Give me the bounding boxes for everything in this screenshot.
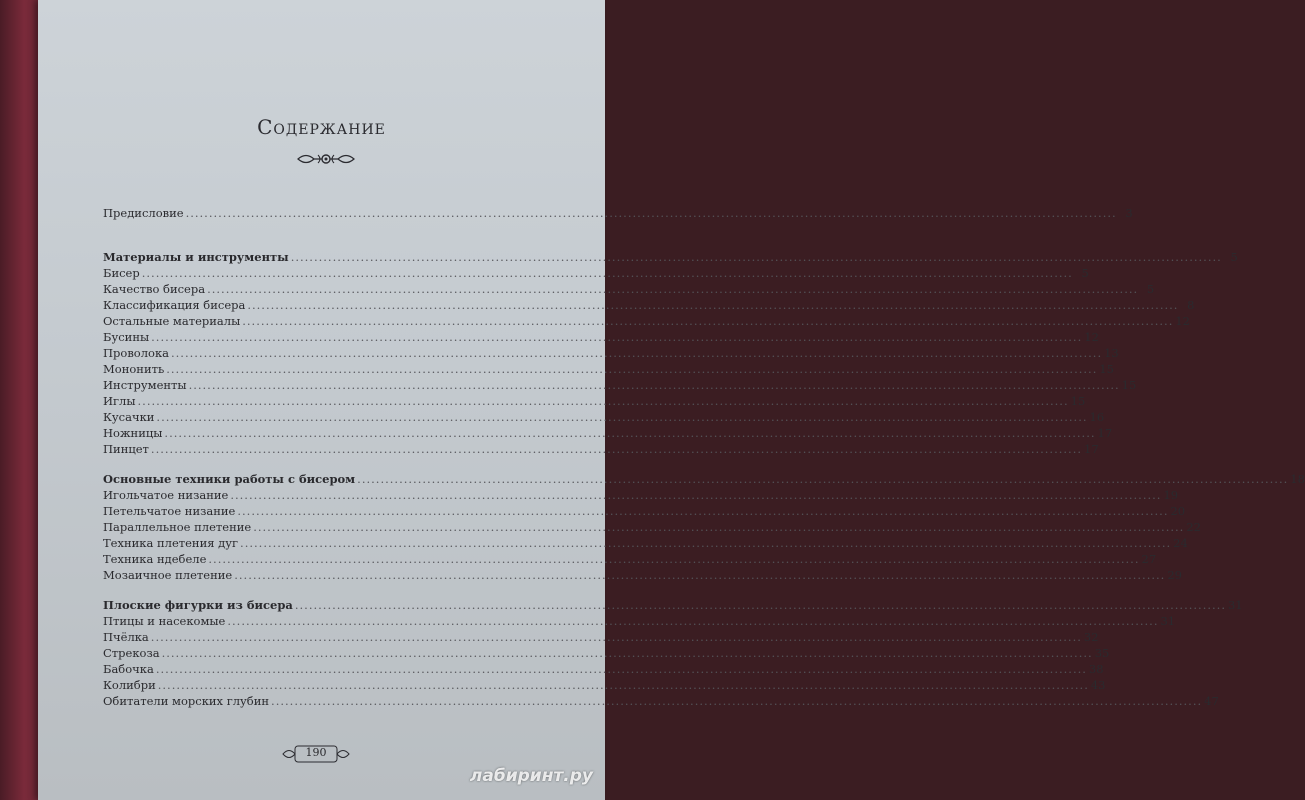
toc-entry-page: 15: [1099, 362, 1114, 376]
page-number-frame: [281, 744, 351, 764]
toc-entry: [103, 677, 1106, 693]
toc-entry-page: 24: [1173, 536, 1188, 550]
toc-dot-leader: ........................................................................................................................................................................................................: [137, 394, 1069, 408]
toc-entry-page: 13: [1104, 346, 1119, 360]
toc-entry: [103, 471, 1305, 487]
toc-dot-leader: ........................................................................................................................................................................................................: [164, 426, 1096, 440]
toc-entry: [103, 313, 1190, 329]
toc-dot-leader: ........................................................................................................................................................................................................: [188, 378, 1120, 392]
toc-entry-page: 12: [1084, 330, 1099, 344]
toc-dot-leader: ........................................................................................................................................................................................................: [294, 598, 1226, 612]
toc-dot-leader: ........................................................................................................................................................................................................: [185, 206, 1117, 220]
toc-entry: [103, 345, 1119, 361]
toc-dot-leader: ........................................................................................................................................................................................................: [171, 346, 1103, 360]
toc-entry: [103, 425, 1113, 441]
toc-dot-leader: ........................................................................................................................................................................................................: [208, 552, 1140, 566]
toc-dot-leader: ........................................................................................................................................................................................................: [156, 410, 1088, 424]
page-number: 190: [305, 746, 327, 759]
toc-entry-page: 8: [1187, 298, 1195, 312]
toc-entry-page: 20: [1170, 504, 1186, 518]
toc-entry-page: 15: [1121, 378, 1137, 392]
toc-entry: [103, 519, 1201, 535]
toc-entry: [103, 205, 1133, 221]
toc-dot-leader: ........................................................................................................................................................................................................: [234, 568, 1166, 582]
toc-dot-leader: ........................................................................................................................................................................................................: [230, 488, 1162, 502]
toc-dot-leader: ........................................................................................................................................................................................................: [150, 442, 1083, 456]
toc-entry-title: Техника плетения дуг: [103, 536, 239, 550]
toc-entry: [103, 597, 1243, 613]
toc-entry-title: Классификация бисера: [103, 298, 246, 312]
toc-entry: [103, 613, 1176, 629]
toc-entry-title: Иглы: [103, 394, 136, 408]
toc-entry-title: Обитатели морских глубин: [103, 694, 270, 708]
toc-entry: [103, 629, 1099, 645]
toc-entry: [103, 393, 1086, 409]
toc-entry: [103, 645, 1110, 661]
toc-entry-title: Бабочка: [103, 662, 154, 676]
toc-entry-title: Птицы и насекомые: [103, 614, 226, 628]
toc-dot-leader: ........................................................................................................................................................................................................: [357, 472, 1289, 486]
toc-entry-page: 27: [1141, 552, 1157, 566]
toc-entry-title: Мононить: [103, 362, 165, 376]
toc-entry-page: 12: [1175, 314, 1190, 328]
toc-entry-title: Материалы и инструменты: [103, 250, 289, 264]
toc-entry-page: 17: [1097, 426, 1113, 440]
toc-entry-title: Бусины: [103, 330, 150, 344]
book-page: [38, 0, 1305, 800]
toc-entry-title: Проволока: [103, 346, 169, 360]
toc-entry-page: 19: [1163, 488, 1179, 502]
toc-entry-page: 15: [1070, 394, 1086, 408]
toc-entry-title: Стрекоза: [103, 646, 160, 660]
toc-entry-title: Качество бисера: [103, 282, 206, 296]
toc-entry-title: Основные техники работы с бисером: [103, 472, 356, 486]
toc-dot-leader: ........................................................................................................................................................................................................: [237, 504, 1169, 518]
toc-entry-page: 3: [1125, 206, 1133, 220]
toc-entry-title: Плоские фигурки из бисера: [103, 598, 293, 612]
toc-entry: [103, 441, 1099, 457]
toc-entry: [103, 567, 1182, 583]
toc-entry: [103, 693, 1219, 709]
toc-dot-leader: ........................................................................................................................................................................................................: [227, 614, 1159, 628]
toc-entry-page: 32: [1083, 630, 1099, 644]
toc-entry: [103, 661, 1104, 677]
toc-dot-leader: ........................................................................................................................................................................................................: [253, 520, 1185, 534]
toc-entry: [103, 361, 1114, 377]
toc-entry: [103, 535, 1188, 551]
toc-entry: [103, 503, 1186, 519]
toc-dot-leader: ........................................................................................................................................................................................................: [271, 694, 1203, 708]
toc-entry-page: 17: [1084, 442, 1099, 456]
toc-entry: [103, 249, 1238, 265]
toc-dot-leader: ........................................................................................................................................................................................................: [141, 266, 1073, 280]
toc-entry-title: Параллельное плетение: [103, 520, 252, 534]
toc-entry-page: 16: [1089, 410, 1105, 424]
toc-entry: [103, 487, 1179, 503]
toc-entry-title: Бисер: [103, 266, 140, 280]
toc-dot-leader: ........................................................................................................................................................................................................: [155, 662, 1087, 676]
toc-entry: [103, 265, 1089, 281]
toc-entry-title: Пчёлка: [103, 630, 149, 644]
toc-dot-leader: ........................................................................................................................................................................................................: [151, 330, 1083, 344]
toc-entry-title: Техника ндебеле: [103, 552, 207, 566]
toc-dot-leader: ........................................................................................................................................................................................................: [240, 536, 1172, 550]
toc-entry-page: 5: [1146, 282, 1155, 296]
toc-entry-page: 38: [1088, 662, 1104, 676]
toc-entry-title: Кусачки: [103, 410, 155, 424]
toc-dot-leader: ........................................................................................................................................................................................................: [157, 678, 1089, 692]
toc-entry-page: 29: [1167, 568, 1182, 582]
toc-entry-page: 47: [1204, 694, 1219, 708]
toc-entry-title: Ножницы: [103, 426, 163, 440]
toc-entry: [103, 297, 1195, 313]
toc-entry-title: Мозаичное плетение: [103, 568, 233, 582]
toc-entry-page: 5: [1230, 250, 1238, 264]
toc-entry-title: Остальные материалы: [103, 314, 241, 328]
watermark: лабиринт.ру: [469, 766, 593, 786]
toc-dot-leader: ........................................................................................................................................................................................................: [166, 362, 1098, 376]
toc-entry: [103, 409, 1105, 425]
toc-entry-title: Петельчатое низание: [103, 504, 236, 518]
toc-dot-leader: ........................................................................................................................................................................................................: [242, 314, 1174, 328]
toc-entry-title: Игольчатое низание: [103, 488, 229, 502]
toc-entry: [103, 281, 1155, 297]
ornament-divider-icon: [296, 150, 356, 168]
toc-entry: [103, 551, 1157, 567]
toc-dot-leader: ........................................................................................................................................................................................................: [290, 250, 1222, 264]
toc-dot-leader: ........................................................................................................................................................................................................: [247, 298, 1179, 312]
toc-entry-page: 35: [1094, 646, 1110, 660]
toc-dot-leader: ........................................................................................................................................................................................................: [207, 282, 1139, 296]
toc-entry-title: Предисловие: [103, 206, 184, 220]
toc-dot-leader: ........................................................................................................................................................................................................: [161, 646, 1093, 660]
toc-entry-page: 43: [1090, 678, 1106, 692]
toc-entry-page: 31: [1160, 614, 1176, 628]
toc-entry-title: Пинцет: [103, 442, 149, 456]
toc-entry: [103, 329, 1099, 345]
toc-entry-page: 31: [1227, 598, 1243, 612]
toc-entry-page: 18: [1290, 472, 1305, 486]
page-title: Содержание: [257, 115, 386, 139]
toc-entry-page: 22: [1186, 520, 1201, 534]
toc-entry: [103, 377, 1137, 393]
toc-entry-title: Инструменты: [103, 378, 187, 392]
toc-dot-leader: ........................................................................................................................................................................................................: [150, 630, 1082, 644]
toc-entry-title: Колибри: [103, 678, 156, 692]
toc-entry-page: 5: [1081, 266, 1089, 280]
